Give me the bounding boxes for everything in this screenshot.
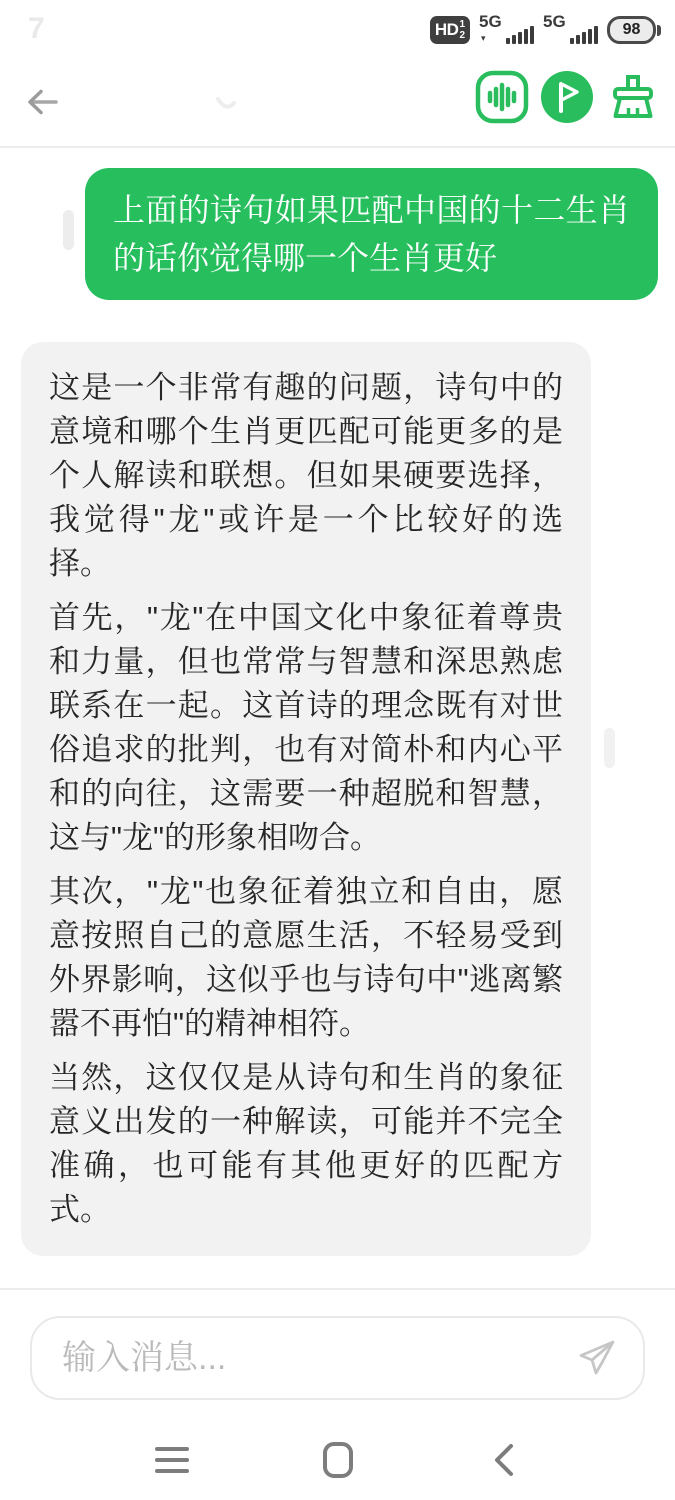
message-list[interactable] — [0, 148, 675, 1288]
header-action-buttons — [475, 70, 659, 124]
data-activity-icon: ▾ — [481, 33, 486, 43]
scroll-indicator-right — [604, 728, 615, 768]
battery-nub — [657, 25, 661, 36]
signal-strength-icon-sim1 — [479, 14, 534, 46]
back-button[interactable] — [20, 80, 64, 124]
composer-divider — [0, 1288, 675, 1290]
assistant-paragraph: 其次，"龙"也象征着独立和自由，愿意按照自己的意愿生活，不轻易受到外界影响，这似乎也与诗句中"逃离繁嚣不再怕"的精神相符。 — [49, 874, 563, 1041]
arrow-left-icon — [22, 82, 62, 122]
message-composer — [30, 1316, 645, 1400]
scroll-indicator-left — [63, 210, 74, 250]
broom-icon — [606, 71, 658, 123]
status-bar — [0, 0, 675, 56]
assistant-message-bubble[interactable] — [21, 342, 591, 1256]
hamburger-icon — [153, 1442, 191, 1478]
hd-label: HD — [434, 20, 459, 39]
chevron-left-icon — [489, 1441, 519, 1479]
status-clock: 7 — [28, 12, 45, 45]
clear-chat-button[interactable] — [605, 70, 659, 124]
send-button[interactable] — [575, 1336, 619, 1380]
waveform-icon — [475, 70, 529, 124]
voice-mode-button[interactable] — [475, 70, 529, 124]
battery-level: 98 — [607, 16, 656, 44]
signal-bars-icon — [506, 26, 534, 44]
app-header — [0, 56, 675, 146]
signal-bars-icon — [570, 26, 598, 44]
user-message-text: 上面的诗句如果匹配中国的十二生肖的话你觉得哪一个生肖更好 — [113, 192, 630, 276]
assistant-paragraph: 首先，"龙"在中国文化中象征着尊贵和力量，但也常常与智慧和深思熟虑联系在一起。这首诗的理念既有对世俗追求的批判，也有对简朴和内心平和的向往，这需要一种超脱和智慧，这与"龙"的形象相吻合。 — [49, 600, 563, 855]
nav-back-button[interactable] — [476, 1432, 532, 1488]
signal-strength-icon-sim2 — [543, 14, 598, 46]
android-navigation-bar — [0, 1420, 675, 1500]
assistant-paragraph: 当然，这仅仅是从诗句和生肖的象征意义出发的一种解读，可能并不完全准确，也可能有其他更好的匹配方式。 — [49, 1060, 563, 1227]
network-type-label: 5G — [543, 12, 566, 31]
flag-icon — [541, 71, 593, 123]
message-input[interactable] — [62, 1339, 575, 1378]
user-message-bubble[interactable] — [85, 168, 658, 300]
flag-button[interactable] — [540, 70, 594, 124]
assistant-paragraph: 这是一个非常有趣的问题，诗句中的意境和哪个生肖更匹配可能更多的是个人解读和联想。但如果硬要选择，我觉得"龙"或许是一个比较好的选择。 — [49, 370, 563, 581]
hd-sim-numbers — [459, 19, 465, 41]
network-type-label: 5G — [479, 12, 502, 31]
rounded-square-icon — [319, 1440, 357, 1480]
recents-button[interactable] — [144, 1432, 200, 1488]
battery-icon — [607, 16, 661, 44]
status-indicators — [430, 14, 661, 46]
faded-title-remnant — [215, 96, 237, 119]
paper-plane-icon — [576, 1337, 618, 1379]
sim1-label: 1 — [459, 19, 465, 30]
sim2-label: 2 — [459, 30, 465, 41]
home-button[interactable] — [310, 1432, 366, 1488]
hd-volte-icon — [430, 16, 470, 44]
